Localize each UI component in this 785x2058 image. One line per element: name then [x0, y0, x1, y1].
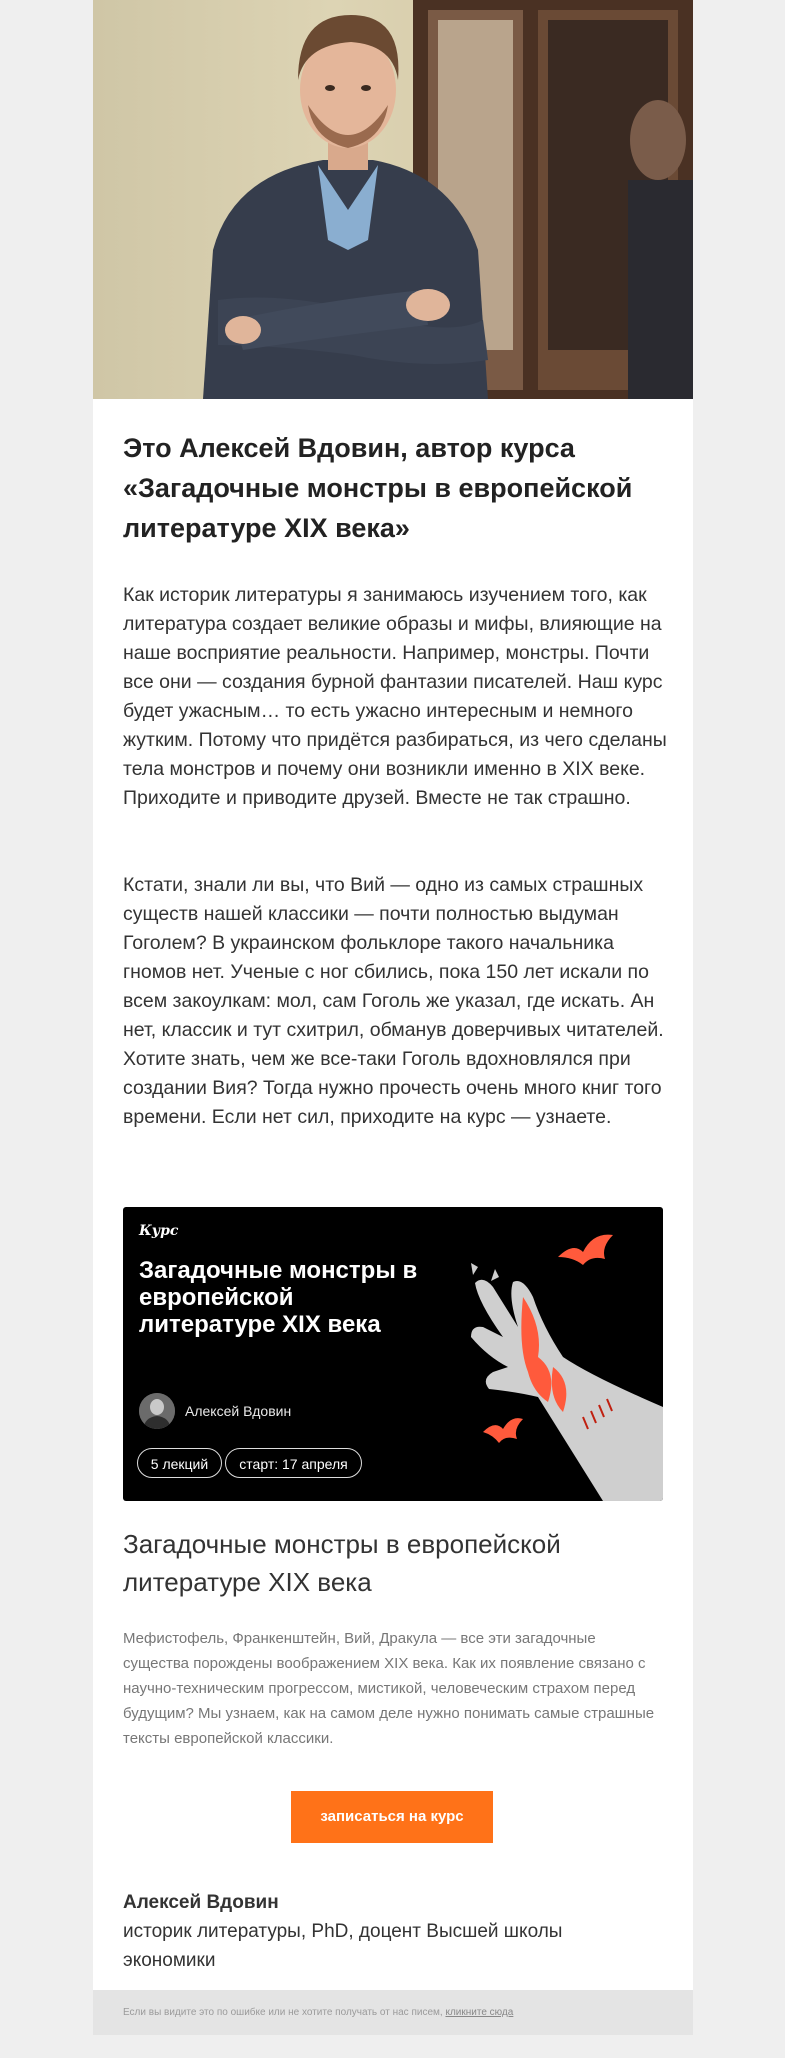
intro-paragraph-2: Кстати, знали ли вы, что Вий — одно из самых страшных существ нашей классики — почти полностью выдуман Гоголем? В украинском фольклоре такого начальника гномов нет. Ученые с ног сбились, пока 150 лет искали по всем закоулкам: мол, сам Гоголь же указал, где искать. Ан нет, классик и тут схитрил, обманув доверчивых читателей. Хотите знать, чем же все-таки Гоголь вдохновлялся при создании Вия? Тогда нужно прочесть очень много книг того времени. Если нет сил, приходите на курс — узнаете. [123, 874, 664, 1128]
author-avatar [139, 1393, 175, 1429]
hero-portrait-photo [93, 0, 693, 399]
intro-paragraph-1: Как историк литературы я занимаюсь изучением того, как литература создает великие образы и мифы, влияющие на наше восприятие реальности. Например, монстры. Почти все они — создания бурной фантазии писателей. Наш курс будет ужасным… то есть ужасно интересным и немного жутким. Потому что придётся разбираться, из чего сделаны тела монстров и почему они возникли именно в XIX веке. Приходите и приводите друзей. Вместе не так страшно. [123, 584, 667, 809]
footer-text [123, 2007, 513, 2018]
unsubscribe-notice: Если вы видите это по ошибке или не хотите получать от нас писем, [123, 2007, 446, 2018]
portrait-illustration [93, 0, 693, 399]
intro-title: Это Алексей Вдовин, автор курса «Загадочные монстры в европейской литературе XIX века» [123, 433, 633, 543]
start-date-badge: старт: 17 апреля [225, 1448, 362, 1478]
banner-logo: Курс [139, 1223, 179, 1239]
avatar-photo-icon [139, 1393, 175, 1429]
monster-hand-with-bats-icon [423, 1207, 663, 1501]
email-body [93, 0, 693, 2035]
unsubscribe-link[interactable]: кликните сюда [445, 2007, 514, 2018]
course-title: Загадочные монстры в европейской литературе XIX века [123, 1529, 561, 1597]
course-banner[interactable] [123, 1207, 663, 1501]
lectures-count-badge: 5 лекций [137, 1448, 222, 1478]
course-description: Мефистофель, Франкенштейн, Вий, Дракула — все эти загадочные существа порождены воображением XIX века. Как их появление связано с научно-техническим прогрессом, мистикой, человеческим страхом перед будущим? Мы узнаем, как на самом деле нужно понимать самые страшные тексты европейской классики. [123, 1630, 655, 1747]
footer [93, 1990, 693, 2035]
banner-author-name: Алексей Вдовин [185, 1403, 292, 1419]
signature-role: историк литературы, PhD, доцент Высшей школы экономики [123, 1921, 563, 1971]
signature-name: Алексей Вдовин [123, 1892, 279, 1913]
banner-title: Загадочные монстры в европейской литературе XIX века [139, 1257, 418, 1338]
enroll-course-button[interactable]: записаться на курс [291, 1791, 493, 1843]
